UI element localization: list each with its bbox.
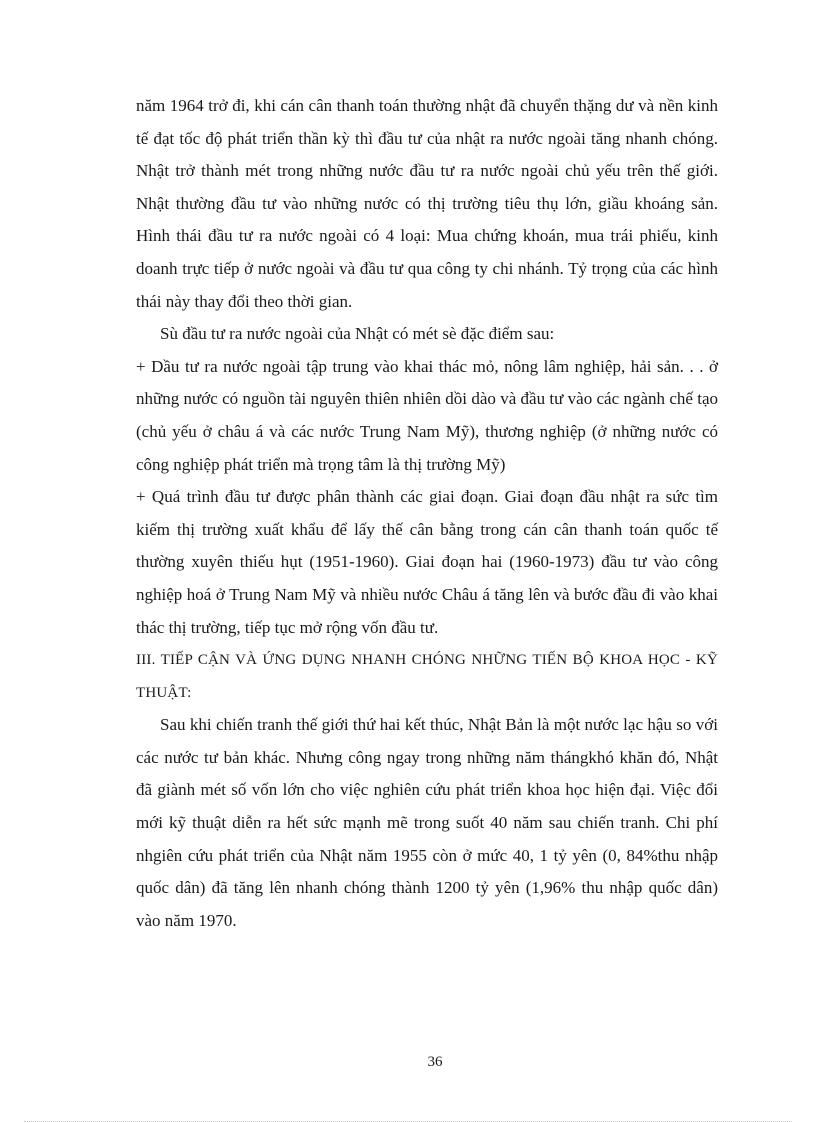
page-bottom-divider — [24, 1121, 792, 1122]
body-paragraph: năm 1964 trở đi, khi cán cân thanh toán thường nhật đã chuyển thặng dư và nền kinh tế đạt tốc độ phát triển thần kỳ thì đầu tư của nhật ra nước ngoài tăng nhanh chóng. Nhật trở thành mét trong những nước đầu tư ra nước ngoài chủ yếu trên thế giới. Nhật thường đầu tư vào những nước có thị trường tiêu thụ lớn, giầu khoáng sản. Hình thái đầu tư ra nước ngoài có 4 loại: Mua chứng khoán, mua trái phiếu, kinh doanh trực tiếp ở nước ngoài và đầu tư qua công ty chi nhánh. Tỷ trọng của các hình thái này thay đổi theo thời gian. — [136, 96, 718, 311]
body-paragraph: Sù đầu tư ra nước ngoài của Nhật có mét sè đặc điểm sau: — [160, 324, 555, 344]
bullet-paragraph: + Dầu tư ra nước ngoài tập trung vào khai thác mỏ, nông lâm nghiệp, hải sản. . . ở những nước có nguồn tài nguyên thiên nhiên dồi dào và đầu tư vào các ngành chế tạo (chủ yếu ở châu á và các nước Trung Nam Mỹ), thương nghiệp (ở những nước có công nghiệp phát triển mà trọng tâm là thị trường Mỹ) — [136, 356, 718, 474]
section-heading: III. TIẾP CẬN VÀ ỨNG DỤNG NHANH CHÓNG NHỮNG TIẾN BỘ KHOA HỌC - KỸ THUẬT: — [136, 652, 718, 701]
bullet-paragraph: + Quá trình đầu tư được phân thành các giai đoạn. Giai đoạn đầu nhật ra sức tìm kiếm thị trường xuất khẩu để lấy thế cân bằng trong cán cân thanh toán quốc tế thường xuyên thiếu hụt (1951-1960). Giai đoạn hai (1960-1973) đầu tư vào công nghiệp hoá ở Trung Nam Mỹ và nhiều nước Châu á tăng lên và bước đầu đi vào khai thác thị trường, tiếp tục mở rộng vốn đầu tư. — [136, 487, 718, 637]
body-paragraph: Sau khi chiến tranh thế giới thứ hai kết thúc, Nhật Bản là một nước lạc hậu so với các nước tư bản khác. Nhưng công ngay trong những năm thángkhó khăn đó, Nhật đã giành mét số vốn lớn cho việc nghiên cứu phát triển khoa học hiện đại. Việc đổi mới kỹ thuật diễn ra hết sức mạnh mẽ trong suốt 40 năm sau chiến tranh. Chi phí nhgiên cứu phát triển của Nhật năm 1955 còn ở mức 40, 1 tỷ yên (0, 84%thu nhập quốc dân) đã tăng lên nhanh chóng thành 1200 tỷ yên (1,96% thu nhập quốc dân) vào năm 1970. — [136, 715, 718, 930]
page-number: 36 — [427, 1054, 443, 1070]
document-page — [136, 90, 718, 937]
